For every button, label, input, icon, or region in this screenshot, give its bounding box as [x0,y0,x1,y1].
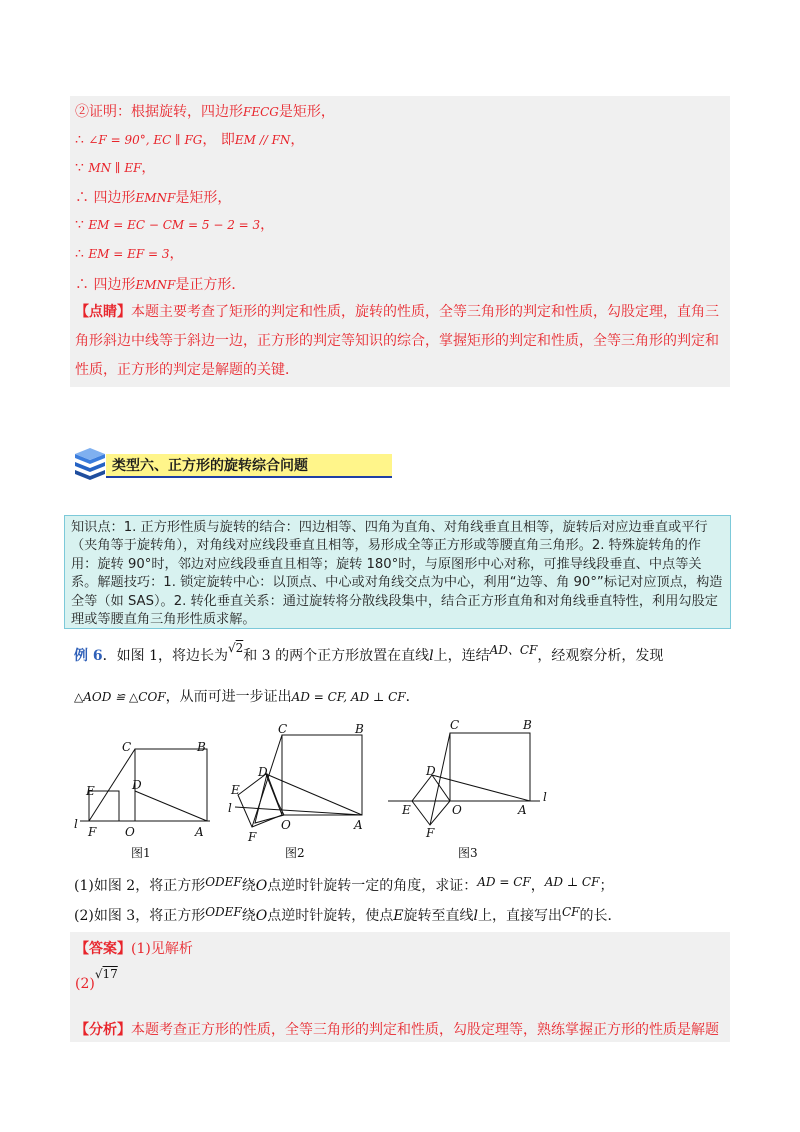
analysis-line [75,1019,719,1039]
label-b: B [197,740,206,754]
proof-text: 是矩形， [175,190,232,206]
math-expr: ∠F = 90°, EC ∥ FG [88,133,203,147]
proof-line-7 [75,274,245,294]
proof-text: ， [290,132,305,148]
question-text: 的长． [579,908,622,924]
math-odef: ODEF [205,905,242,919]
figure-2 [235,735,362,827]
question-text: 上，直接写出 [477,908,562,924]
math-congruent: △AOD ≌ △COF [74,690,166,704]
caption-figure-1: 图1 [131,846,151,860]
label-d: D [426,764,436,778]
caption-figure-2: 图2 [285,846,305,860]
figure-2-labels [228,722,364,844]
line-l: l [429,648,434,664]
proof-text: ， [141,160,156,176]
label-l: l [228,801,232,815]
proof-line-2 [75,129,304,149]
proof-text: ②证明：根据旋转，四边形 [75,104,243,120]
math-expr: AD = CF [477,875,531,889]
label-c: C [278,722,288,736]
therefore-symbol: ∴ [75,190,89,206]
math-expr: EM // FN [234,133,291,147]
proof-text: 四边形 [89,190,136,206]
proof-text: ， [169,246,184,262]
knowledge-text: 知识点：1. 正方形性质与旋转的结合：四边相等、四角为直角、对角线垂直且相等，旋转后对应边垂直或平行（夹角等于旋转角），对角线对应线段垂直且相等，易形成全等正方形或等腰直角三角形。2. 特殊旋转角的作用：旋转 90°时，邻边对应线段垂直且相等；旋转 180°时，与原图形中心对称，可推导线段垂直、中点等关系。解题技巧：1. 锁定旋转中心：以顶点、中心或对角线交点为中心，利用“边等、角 90°”标记对应顶点，构造全等（如 SAS）。2. 转化垂直关系：通过旋转将分散线段集中，结合正方形直角和对角线垂直特性，利用勾股定理或等腰直角三角形性质求解。 [71,520,723,628]
analysis-text: 本题考查正方形的性质，全等三角形的判定和性质，勾股定理等，熟练掌握正方形的性质是解题 [131,1022,719,1038]
label-d: D [258,765,268,779]
question-1 [74,875,613,895]
label-a: A [195,825,204,839]
analysis-tag: 【分析】 [75,1022,131,1038]
answer-tag: 【答案】 [75,941,131,957]
proof-text: 四边形 [89,277,136,293]
math-expr: EM = EF = 3 [88,247,170,261]
line-l: l [473,908,478,924]
math-expr: MN ∥ EF [88,161,142,175]
point-o: O [255,908,268,924]
label-l: l [543,790,547,804]
stacked-books-icon [72,446,108,480]
figure-1-labels [74,740,206,839]
point-o: O [255,878,268,894]
question-text: ； [599,878,614,894]
math-expr: AD、CF [489,643,538,657]
proof-text: ， [260,217,275,233]
sqrt-radicand: 17 [102,967,118,981]
example-line-2 [74,686,420,706]
label-a: A [518,803,527,817]
section-title: 类型六、正方形的旋转综合问题 [112,458,308,474]
answer-line-1 [75,938,193,958]
label-e: E [231,783,240,797]
proof-line-4 [75,187,231,207]
math-fecg: FECG [243,105,279,119]
question-2 [74,905,621,925]
sqrt-2: √2 [227,641,244,655]
caption-figure-3: 图3 [458,846,478,860]
math-emnf: EMNF [135,278,176,292]
therefore-symbol: ∴ [75,277,89,293]
label-e: E [86,784,95,798]
label-o: O [125,825,135,839]
sqrt-17: √17 [94,967,118,981]
label-c: C [450,718,460,732]
label-a: A [354,818,363,832]
question-text: 点逆时针旋转一定的角度，求证： [267,878,478,894]
example-text: 和 3 的两个正方形放置在直线 [243,648,430,664]
example-line-1 [74,641,664,665]
because-symbol: ∵ [75,217,84,233]
sqrt-radicand: 2 [235,641,244,655]
answer-line-2 [75,966,118,992]
example-number: 例 6 [74,648,103,664]
math-expr: AD = CF, AD ⊥ CF [291,690,406,704]
label-b: B [523,718,532,732]
math-expr: AD ⊥ CF [544,875,600,889]
math-expr: EM = EC − CM = 5 − 2 = 3 [88,218,261,232]
math-emnf: EMNF [135,191,176,205]
example-text: ，从而可进一步证出 [165,689,292,705]
point-e: E [393,908,404,924]
question-text: ， [530,878,545,894]
example-text: ． [405,689,420,705]
question-text: 绕 [241,878,256,894]
label-e: E [402,803,411,817]
math-cf: CF [561,905,580,919]
question-text: 旋转至直线 [403,908,474,924]
example-text: ．如图 1，将边长为 [102,648,228,664]
proof-text: ， 即 [202,132,235,148]
comment-paragraph [75,298,725,385]
label-o: O [452,803,462,817]
example-text: 上，连结 [433,648,490,664]
question-text: (1)如图 2，将正方形 [74,878,206,894]
because-symbol: ∵ [75,160,84,176]
answer-text: (2) [75,976,95,992]
proof-line-5 [75,214,274,234]
proof-line-3 [75,157,155,177]
figure-3-labels [401,718,547,840]
proof-line-6 [75,243,184,263]
label-l: l [74,817,78,831]
label-f: F [248,830,257,844]
label-o: O [281,818,291,832]
label-f: F [426,826,435,840]
label-f: F [88,825,97,839]
question-text: 绕 [241,908,256,924]
answer-text: (1)见解析 [131,941,193,957]
figure-1 [80,749,210,821]
therefore-symbol: ∴ [75,246,84,262]
knowledge-box [64,515,731,629]
proof-text: 是矩形， [278,104,335,120]
question-text: 点逆时针旋转，使点 [267,908,394,924]
figures-group [60,715,620,865]
therefore-symbol: ∴ [75,132,84,148]
comment-tag: 【点睛】 [75,304,131,320]
comment-text: 本题主要考查了矩形的判定和性质，旋转的性质，全等三角形的判定和性质，勾股定理，直角三角形斜边中线等于斜边一边，正方形的判定等知识的综合，掌握矩形的判定和性质，全等三角形的判定和性质，正方形的判定是解题的关键． [75,304,719,378]
math-odef: ODEF [205,875,242,889]
label-d: D [132,778,142,792]
proof-line-1 [75,101,335,121]
proof-text: 是正方形． [175,277,246,293]
label-c: C [122,740,132,754]
example-text: ，经观察分析，发现 [537,648,664,664]
question-text: (2)如图 3，将正方形 [74,908,206,924]
label-b: B [355,722,364,736]
